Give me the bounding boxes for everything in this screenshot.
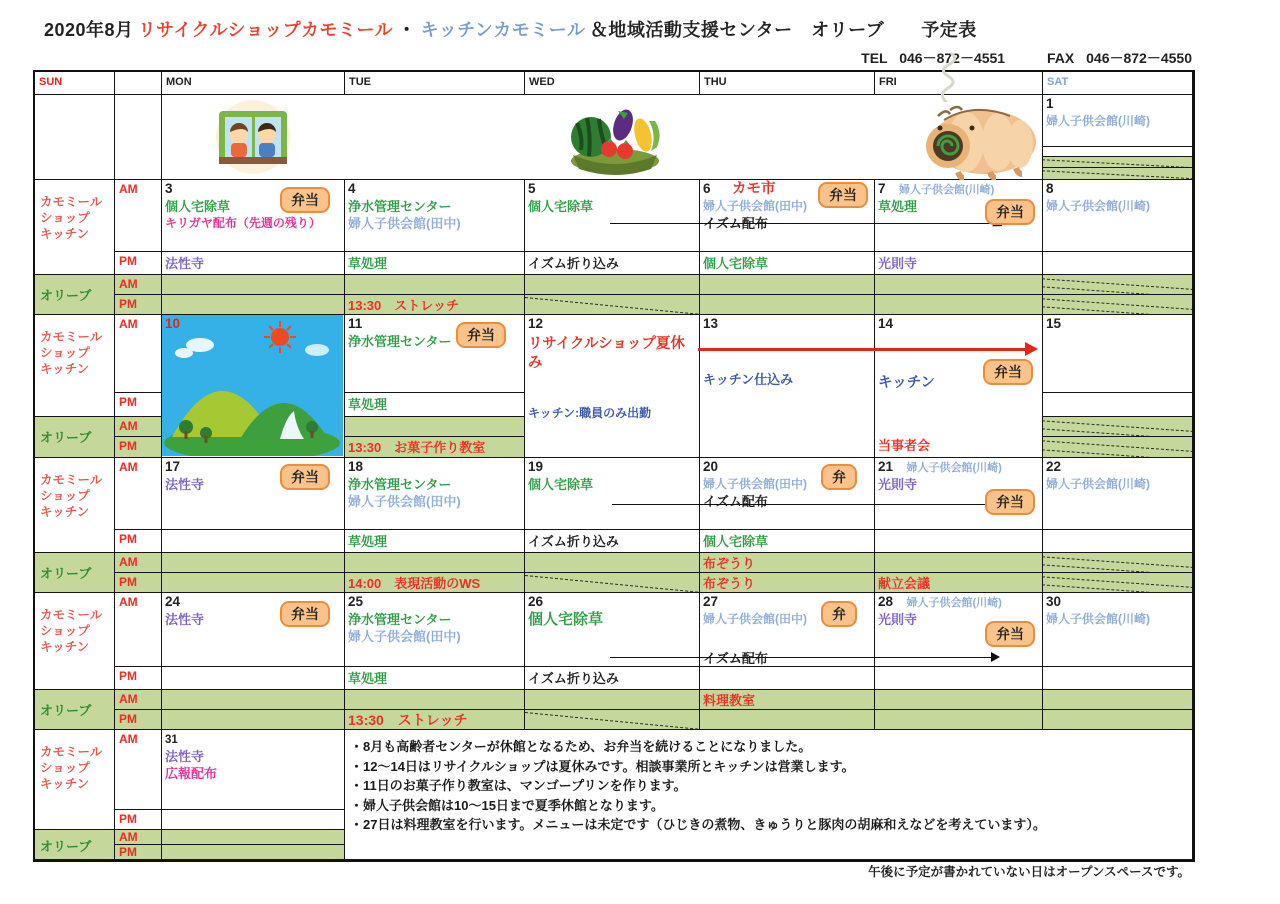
event-summer-break: リサイクルショップ夏休み bbox=[528, 336, 685, 371]
cell-w2-tue-olive-am bbox=[345, 275, 525, 295]
cell-w4-fri-pm bbox=[875, 530, 1043, 553]
event-label: 浄水管理センター bbox=[348, 477, 452, 492]
cell-w2-fri-olive-am bbox=[875, 275, 1043, 295]
cell-w4-wed-am bbox=[525, 458, 700, 530]
date-label: 25 bbox=[348, 594, 364, 609]
olive-am-label: AM bbox=[115, 830, 162, 845]
title-year-month: 2020年8月 bbox=[44, 20, 134, 40]
mosquito-coil-pig-icon bbox=[914, 94, 1044, 180]
event-label: キッチン仕込み bbox=[703, 372, 794, 387]
cell-w5-wed-olive-am bbox=[525, 690, 700, 710]
ben-badge: 弁 bbox=[821, 464, 857, 490]
event-label: 婦人子供会館(川崎) bbox=[1046, 199, 1150, 213]
cell-w4-mon-pm bbox=[162, 530, 345, 553]
event-label: 個人宅除草 bbox=[165, 199, 231, 214]
date-label: 1 bbox=[1046, 96, 1054, 111]
date-label: 3 bbox=[165, 181, 173, 196]
cell-w5-fri-olive-pm bbox=[875, 710, 1043, 730]
event-label: 婦人子供会館(田中) bbox=[703, 612, 807, 626]
cell-w1-sun bbox=[35, 95, 115, 180]
cell-w5-mon-pm bbox=[162, 667, 345, 690]
izm-distribution-arrow-w4 bbox=[612, 504, 985, 505]
date-label: 19 bbox=[528, 459, 544, 474]
izm-distribution-arrow-w5 bbox=[610, 657, 995, 658]
pm-label: PM bbox=[115, 393, 162, 417]
pm-label: PM bbox=[115, 252, 162, 275]
pm-label: PM bbox=[115, 667, 162, 690]
side-chamomile-line: キッチン bbox=[40, 505, 90, 519]
cell-w5-mon-olive-pm bbox=[162, 710, 345, 730]
cell-w5-wed-am bbox=[525, 593, 700, 667]
event-label: 当事者会 bbox=[878, 438, 931, 453]
cell-w2-mon-olive-am bbox=[162, 275, 345, 295]
cell-w5-thu-olive-am: 料理教室 bbox=[700, 690, 875, 710]
cell-w5-tue-olive-am bbox=[345, 690, 525, 710]
day-header-thu: THU bbox=[700, 72, 875, 95]
event-label: 浄水管理センター bbox=[348, 612, 452, 627]
event-label: 婦人子供会館(田中) bbox=[703, 477, 807, 491]
cell-w2-wed-olive-am bbox=[525, 275, 700, 295]
bento-badge: 弁当 bbox=[985, 489, 1035, 515]
olive-am-label: AM bbox=[115, 275, 162, 295]
side-olive-w2: オリーブ bbox=[35, 275, 115, 315]
cell-w4-thu-olive-pm: 布ぞうり bbox=[700, 573, 875, 593]
side-chamomile-line: カモミール bbox=[40, 330, 103, 344]
side-olive-w4: オリーブ bbox=[35, 553, 115, 593]
fax-number: 046－872－4550 bbox=[1086, 50, 1192, 66]
side-chamomile-line: カモミール bbox=[40, 195, 103, 209]
cell-w3-sat-pm bbox=[1043, 393, 1193, 417]
side-olive-w6: オリーブ bbox=[35, 830, 115, 860]
cell-w1-sat-olive-am bbox=[1043, 157, 1193, 168]
day-header-blank bbox=[115, 72, 162, 95]
date-label: 30 bbox=[1046, 594, 1062, 609]
bento-badge: 弁当 bbox=[280, 464, 330, 490]
date-label: 6 bbox=[703, 181, 711, 196]
ben-badge: 弁 bbox=[821, 601, 857, 627]
title-kitchen: キッチンカモミール bbox=[420, 20, 586, 40]
side-chamomile-line: ショップ bbox=[40, 346, 90, 360]
smoke-swirl-icon bbox=[928, 52, 962, 102]
pm-label: PM bbox=[115, 530, 162, 553]
summer-mountains-icon bbox=[162, 315, 343, 456]
cell-w4-wed-olive-am bbox=[525, 553, 700, 573]
cell-w6-mon-olive-pm bbox=[162, 845, 345, 860]
date-label: 20 bbox=[703, 459, 719, 474]
cell-w3-sat-olive-am bbox=[1043, 417, 1193, 437]
cell-w4-mon-olive-am bbox=[162, 553, 345, 573]
cell-w5-tue-olive-pm: 13:30 ストレッチ bbox=[345, 710, 525, 730]
side-chamomile-w5 bbox=[35, 593, 115, 690]
event-label: キッチン bbox=[878, 375, 935, 391]
date-note: 婦人子供会館(川崎) bbox=[898, 184, 995, 196]
cell-w4-sat-olive-am bbox=[1043, 553, 1193, 573]
side-olive-w3: オリーブ bbox=[35, 417, 115, 458]
title-recycle-shop: リサイクルショップカモミール bbox=[138, 20, 394, 40]
summer-vegetables-icon bbox=[561, 95, 669, 177]
side-chamomile-w3 bbox=[35, 315, 115, 417]
cell-w1-sat-pm bbox=[1043, 147, 1193, 157]
bento-badge: 弁当 bbox=[280, 187, 330, 213]
event-label: イズム配布 bbox=[703, 494, 768, 509]
date-label: 8 bbox=[1046, 181, 1054, 196]
cell-w3-tue-olive-am bbox=[345, 417, 525, 437]
event-label: 婦人子供会館(川崎) bbox=[1046, 612, 1150, 626]
event-label: キッチン:職員のみ出勤 bbox=[528, 406, 652, 420]
event-label: 婦人子供会館(田中) bbox=[348, 629, 461, 644]
date-note: 婦人子供会館(川崎) bbox=[906, 597, 1002, 609]
olive-pm-label: PM bbox=[115, 710, 162, 730]
cell-w5-wed-pm: イズム折り込み bbox=[525, 667, 700, 690]
bento-badge: 弁当 bbox=[985, 199, 1035, 225]
event-kamoichi: カモ市 bbox=[731, 181, 776, 197]
event-label: 婦人子供会館(川崎) bbox=[1046, 477, 1150, 491]
date-label: 12 bbox=[528, 316, 544, 331]
side-chamomile-w2 bbox=[35, 180, 115, 275]
day-header-tue: TUE bbox=[345, 72, 525, 95]
cell-w2-sat-pm bbox=[1043, 252, 1193, 275]
cell-w3-fri-merged bbox=[875, 315, 1043, 458]
kids-at-window-icon bbox=[203, 99, 303, 175]
cell-w4-sat-olive-pm bbox=[1043, 573, 1193, 593]
cell-w2-thu-pm: 個人宅除草 bbox=[700, 252, 875, 275]
day-header-sat: SAT bbox=[1043, 72, 1193, 95]
event-label: 婦人子供会館(田中) bbox=[348, 494, 461, 509]
cell-w4-thu-olive-am: 布ぞうり bbox=[700, 553, 875, 573]
cell-w3-sat-olive-pm bbox=[1043, 437, 1193, 458]
cell-w6-mon-am bbox=[162, 730, 345, 810]
day-header-mon: MON bbox=[162, 72, 345, 95]
cell-w1-label bbox=[115, 95, 162, 180]
date-label: 22 bbox=[1046, 459, 1062, 474]
side-chamomile-line: ショップ bbox=[40, 761, 90, 775]
cell-w5-tue-am bbox=[345, 593, 525, 667]
cell-w2-fri-pm: 光則寺 bbox=[875, 252, 1043, 275]
olive-pm-label: PM bbox=[115, 573, 162, 593]
note-line: ・婦人子供会館は10～15日まで夏季休館となります。 bbox=[350, 797, 664, 813]
date-label: 11 bbox=[348, 316, 363, 331]
am-label: AM bbox=[115, 315, 162, 393]
date-label: 13 bbox=[703, 316, 719, 331]
cell-w5-mon-olive-am bbox=[162, 690, 345, 710]
olive-pm-label: PM bbox=[115, 845, 162, 860]
cell-w4-thu-pm: 個人宅除草 bbox=[700, 530, 875, 553]
olive-am-label: AM bbox=[115, 417, 162, 437]
cell-w6-mon-pm bbox=[162, 810, 345, 830]
cell-w2-mon-pm: 法性寺 bbox=[162, 252, 345, 275]
note-line: ・11日のお菓子作り教室は、マンゴープリンを作ります。 bbox=[350, 778, 687, 793]
bento-badge: 弁当 bbox=[983, 359, 1033, 385]
cell-w5-fri-olive-am bbox=[875, 690, 1043, 710]
event-label: 婦人子供会館(田中) bbox=[703, 199, 807, 213]
olive-am-label: AM bbox=[115, 553, 162, 573]
cell-w2-mon-olive-pm bbox=[162, 295, 345, 315]
side-chamomile-line: カモミール bbox=[40, 745, 103, 759]
olive-pm-label: PM bbox=[115, 437, 162, 458]
side-chamomile-line: キッチン bbox=[40, 640, 90, 654]
olive-pm-label: PM bbox=[115, 295, 162, 315]
fax-label: FAX bbox=[1047, 50, 1075, 66]
side-chamomile-line: ショップ bbox=[40, 211, 90, 225]
date-label: 26 bbox=[528, 594, 544, 609]
event-label: 草処理 bbox=[878, 199, 918, 214]
event-label: イズム配布 bbox=[703, 651, 768, 666]
cell-w4-tue-am bbox=[345, 458, 525, 530]
date-label: 15 bbox=[1046, 316, 1062, 331]
side-chamomile-line: カモミール bbox=[40, 473, 103, 487]
event-label: イズム配布 bbox=[703, 216, 768, 231]
am-label: AM bbox=[115, 730, 162, 810]
cell-w3-wed-merged bbox=[525, 315, 700, 458]
cell-w6-mon-olive-am bbox=[162, 830, 345, 845]
day-header-fri: FRI bbox=[875, 72, 1043, 95]
date-label: 5 bbox=[528, 181, 536, 196]
cell-w4-fri-olive-am bbox=[875, 553, 1043, 573]
footer-note: 午後に予定が書かれていない日はオープンスペースです。 bbox=[868, 865, 1190, 879]
tel-number: 046－872－4551 bbox=[899, 50, 1006, 66]
cell-w4-tue-pm: 草処理 bbox=[345, 530, 525, 553]
bento-badge: 弁当 bbox=[280, 601, 330, 627]
summer-break-arrow-w3 bbox=[698, 348, 1028, 351]
cell-w4-wed-olive-pm bbox=[525, 573, 700, 593]
date-label: 28 bbox=[878, 594, 894, 609]
izm-distribution-arrow-w2 bbox=[610, 223, 1000, 224]
event-label: 浄水管理センター bbox=[348, 334, 452, 349]
event-label: 婦人子供会館(田中) bbox=[348, 216, 461, 231]
cell-w5-sat-olive-pm bbox=[1043, 710, 1193, 730]
date-label: 17 bbox=[165, 459, 181, 474]
date-label: 4 bbox=[348, 181, 356, 196]
cell-w2-tue-olive-pm: 13:30 ストレッチ bbox=[345, 295, 525, 315]
title-suffix: ＆地域活動支援センター オリーブ 予定表 bbox=[589, 20, 977, 40]
side-chamomile-line: キッチン bbox=[40, 362, 90, 376]
cell-w1-sat bbox=[1043, 95, 1193, 147]
event-label: 浄水管理センター bbox=[348, 199, 452, 214]
cell-w3-tue-pm: 草処理 bbox=[345, 393, 525, 417]
event-label: 光則寺 bbox=[878, 612, 918, 627]
cell-w4-mon-olive-pm bbox=[162, 573, 345, 593]
cell-w4-tue-olive-am bbox=[345, 553, 525, 573]
cell-w2-sat-olive-pm bbox=[1043, 295, 1193, 315]
side-chamomile-line: カモミール bbox=[40, 608, 103, 622]
note-line: ・12～14日はリサイクルショップは夏休みです。相談事業所とキッチンは営業します。 bbox=[350, 758, 855, 774]
page-title bbox=[44, 16, 977, 42]
event-label: 光則寺 bbox=[878, 477, 918, 492]
event-label: 個人宅除草 bbox=[528, 611, 604, 628]
cell-w3-tue-olive-pm: 13:30 お菓子作り教室 bbox=[345, 437, 525, 458]
day-header-wed: WED bbox=[525, 72, 700, 95]
cell-w2-wed-pm: イズム折り込み bbox=[525, 252, 700, 275]
cell-w2-thu-olive-pm bbox=[700, 295, 875, 315]
event-label: 個人宅除草 bbox=[528, 477, 594, 492]
notes-cell bbox=[345, 730, 1193, 860]
bento-badge: 弁当 bbox=[456, 322, 506, 348]
red-arrowhead-icon bbox=[1025, 342, 1038, 356]
side-chamomile-w4 bbox=[35, 458, 115, 553]
cell-w1-sat-olive-pm bbox=[1043, 168, 1193, 180]
event-label: キリガヤ配布（先週の残り） bbox=[165, 216, 321, 230]
event-label: 広報配布 bbox=[165, 766, 218, 781]
am-label: AM bbox=[115, 180, 162, 252]
date-label: 18 bbox=[348, 459, 364, 474]
date-label: 7 bbox=[878, 181, 886, 196]
cell-w2-fri-olive-pm bbox=[875, 295, 1043, 315]
side-chamomile-w6 bbox=[35, 730, 115, 830]
cell-w4-sat bbox=[1043, 458, 1193, 530]
cell-w5-sat-olive-am bbox=[1043, 690, 1193, 710]
date-label: 31 bbox=[165, 734, 178, 746]
date-label: 14 bbox=[878, 316, 894, 331]
cell-w3-thu-merged bbox=[700, 315, 875, 458]
cell-w2-sat-olive-am bbox=[1043, 275, 1193, 295]
event-label: 個人宅除草 bbox=[528, 199, 594, 214]
contact-info bbox=[853, 48, 1192, 68]
date-label: 24 bbox=[165, 594, 181, 609]
calendar-table bbox=[33, 70, 1195, 862]
date-note: 婦人子供会館(川崎) bbox=[906, 462, 1002, 474]
side-chamomile-line: ショップ bbox=[40, 489, 90, 503]
cell-w5-tue-pm: 草処理 bbox=[345, 667, 525, 690]
event-label: 法性寺 bbox=[165, 749, 205, 764]
cell-w5-fri-pm bbox=[875, 667, 1043, 690]
arrowhead-icon bbox=[991, 652, 1000, 662]
am-label: AM bbox=[115, 458, 162, 530]
cell-w4-sat-pm bbox=[1043, 530, 1193, 553]
cell-w5-thu-olive-pm bbox=[700, 710, 875, 730]
cell-w2-sat bbox=[1043, 180, 1193, 252]
cell-w2-wed-am bbox=[525, 180, 700, 252]
cell-w5-sat bbox=[1043, 593, 1193, 667]
event-label: 法性寺 bbox=[165, 612, 205, 627]
cell-w2-tue-am bbox=[345, 180, 525, 252]
cell-w3-mon-image bbox=[162, 315, 345, 458]
cell-w4-fri-olive-pm: 献立会議 bbox=[875, 573, 1043, 593]
cell-w5-wed-olive-pm bbox=[525, 710, 700, 730]
date-label: 27 bbox=[703, 594, 719, 609]
event-label: 婦人子供会館(川崎) bbox=[1046, 114, 1150, 128]
side-chamomile-line: キッチン bbox=[40, 227, 90, 241]
cell-w4-wed-pm: イズム折り込み bbox=[525, 530, 700, 553]
bento-badge: 弁当 bbox=[818, 182, 868, 208]
bento-badge: 弁当 bbox=[985, 621, 1035, 647]
date-label: 21 bbox=[878, 459, 894, 474]
note-line: ・8月も高齢者センターが休館となるため、お弁当を続けることになりました。 bbox=[350, 739, 812, 754]
cell-w2-tue-pm: 草処理 bbox=[345, 252, 525, 275]
cell-w2-thu-olive-am bbox=[700, 275, 875, 295]
cell-w4-tue-olive-pm: 14:00 表現活動のWS bbox=[345, 573, 525, 593]
day-header-sun: SUN bbox=[35, 72, 115, 95]
tel-label: TEL bbox=[861, 50, 888, 66]
cell-w3-sat bbox=[1043, 315, 1193, 393]
note-line: ・27日は料理教室を行います。メニューは未定です（ひじきの煮物、きゅうりと豚肉の胡麻和えなどを考えています）。 bbox=[350, 817, 1046, 832]
pm-label: PM bbox=[115, 810, 162, 830]
side-olive-w5: オリーブ bbox=[35, 690, 115, 730]
side-chamomile-line: キッチン bbox=[40, 777, 90, 791]
date-label: 10 bbox=[165, 316, 181, 331]
side-chamomile-line: ショップ bbox=[40, 624, 90, 638]
cell-w2-wed-olive-pm bbox=[525, 295, 700, 315]
olive-am-label: AM bbox=[115, 690, 162, 710]
title-separator: ・ bbox=[397, 20, 417, 40]
am-label: AM bbox=[115, 593, 162, 667]
event-label: 法性寺 bbox=[165, 477, 205, 492]
cell-w5-thu-pm bbox=[700, 667, 875, 690]
cell-w5-sat-pm bbox=[1043, 667, 1193, 690]
